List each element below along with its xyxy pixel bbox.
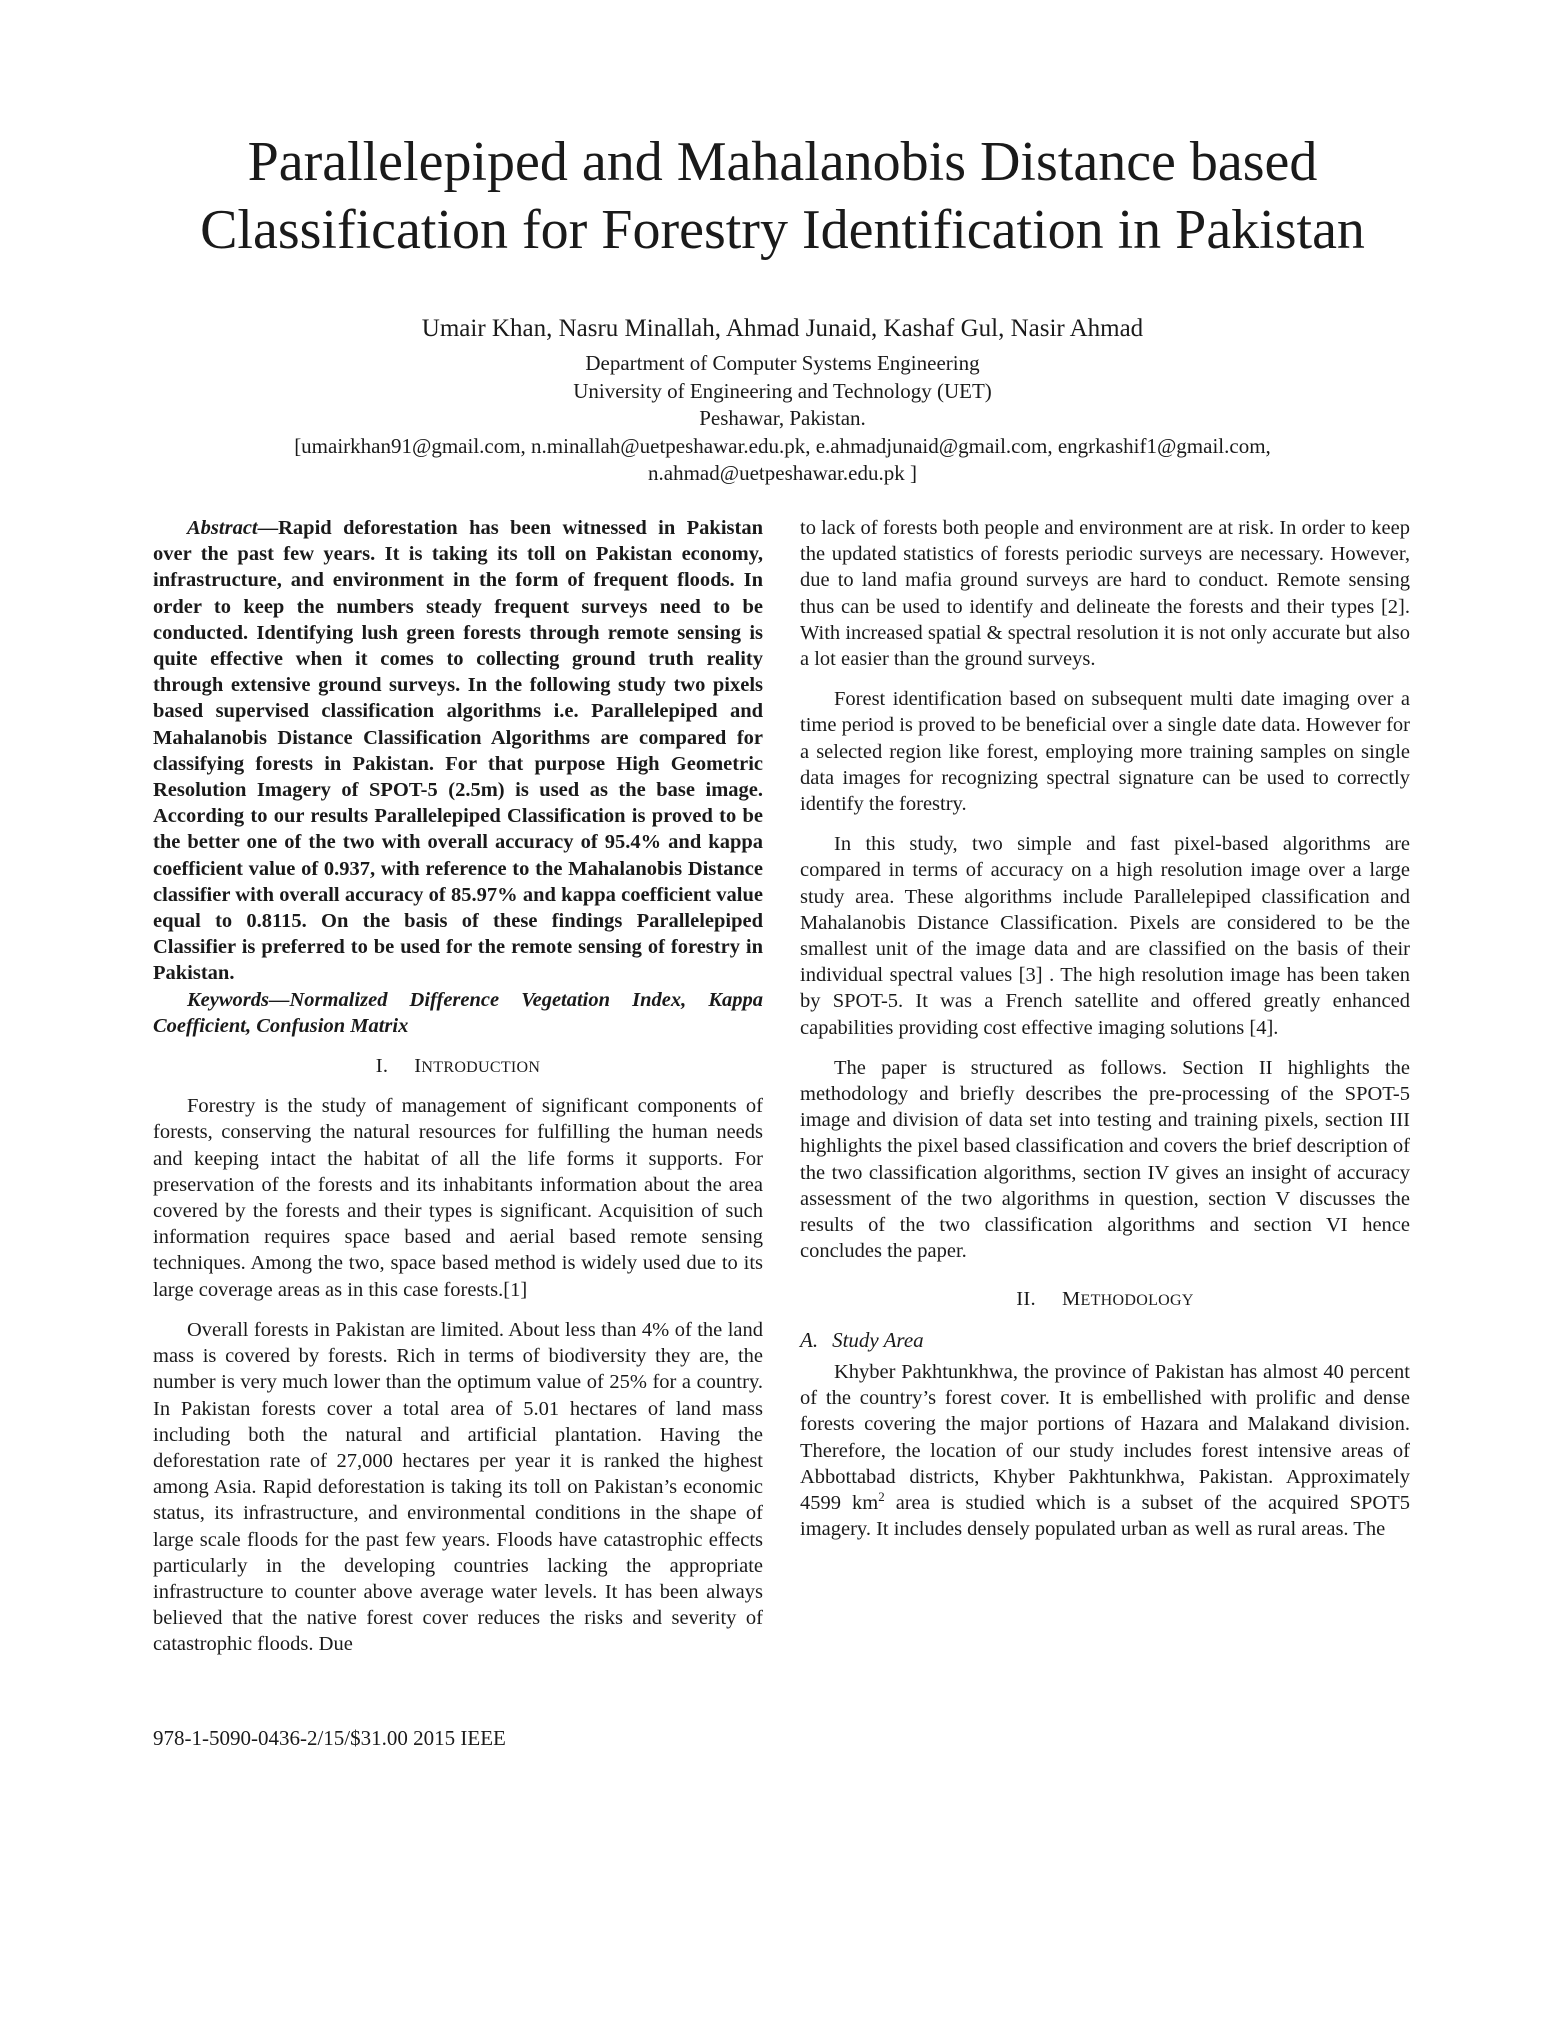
abstract-text: Rapid deforestation has been witnessed in Pakistan over the past few years. It is taking its toll on Pakistan economy, infrastructure, and environment in the form of frequent floods. In order to keep the numbers steady frequent surveys need to be conducted. Identifying lush green forests through remote sensing is quite effective when it comes to collecting ground truth reality through extensive ground surveys. In the following study two pixels based supervised classification algorithms i.e. Parallelepiped and Mahalanobis Distance Classification Algorithms are compared for classifying forests in Pakistan. For that purpose High Geometric Resolution Imagery of SPOT-5 (2.5m) is used as the base image. According to our results Parallelepiped Classification is proved to be the better one of the two with overall accuracy of 95.4% and kappa coefficient value of 0.937, with reference to the Mahalanobis Distance classifier with overall accuracy of 85.97% and kappa coefficient value equal to 0.8115. On the basis of these findings Parallelepiped Classifier is preferred to be used for the remote sensing of forestry in Pakistan. xyxy=(153,517,763,985)
study-area-paragraph xyxy=(800,1359,1410,1542)
affiliation-emails-line-1: [umairkhan91@gmail.com, n.minallah@uetpeshawar.edu.pk, e.ahmadjunaid@gmail.com, engrkashif1@gmail.com, xyxy=(294,433,1271,458)
section-title-initial: M xyxy=(1061,1288,1081,1311)
subsection-heading-study-area xyxy=(800,1327,1410,1353)
section-title-rest: ETHODOLOGY xyxy=(1080,1292,1194,1310)
intro-paragraph-3: Forest identification based on subsequent multi date imaging over a time period is proved to be beneficial over a single date data. However for a selected region like forest, employing more training samples on single data images for recognizing spectral signature can be used to correctly identify the forestry. xyxy=(800,688,1410,816)
affiliation-department: Department of Computer Systems Engineering xyxy=(585,351,980,375)
abstract-dash: — xyxy=(257,517,279,539)
subsection-title: Study Area xyxy=(832,1327,924,1352)
section-heading-methodology xyxy=(800,1286,1410,1314)
intro-paragraph-1: Forestry is the study of management of significant components of forests, conserving the natural resources for fulfilling the human needs and keeping intact the habitat of all the life forms it supports. For preservation of the forests and its inhabitants information about the area covered by the forests and their types is significant. Acquisition of such information requires space based and aerial based remote sensing techniques. Among the two, space based method is widely used due to its large coverage areas as in this case forests.[1] xyxy=(153,1095,763,1301)
section-number: I. xyxy=(375,1055,389,1078)
right-column xyxy=(800,515,1410,1542)
section-title-initial: I xyxy=(414,1055,422,1078)
intro-paragraph-2: Overall forests in Pakistan are limited. About less than 4% of the land mass is covered by forests. Rich in terms of biodiversity they are, the number is very much lower than the optimum value of 25% for a country. In Pakistan forests cover a total area of 5.01 hectares of land mass including both the natural and artificial plantation. Having the deforestation rate of 27,000 hectares per year it is ranked the highest among Asia. Rapid deforestation is taking its toll on Pakistan’s economic status, its infrastructure, and environmental conditions in the shape of large scale floods for the past few years. Floods have catastrophic effects particularly in the developing countries lacking the appropriate infrastructure to counter above average water levels. It has been always believed that the native forest cover reduces the risks and severity of catastrophic floods. Due xyxy=(153,1318,763,1656)
paper-title-line-1: Parallelepiped and Mahalanobis Distance based xyxy=(247,131,1318,193)
author-list: Umair Khan, Nasru Minallah, Ahmad Junaid, Kashaf Gul, Nasir Ahmad xyxy=(421,315,1144,342)
keywords-paragraph xyxy=(153,987,763,1039)
section-title-rest: NTRODUCTION xyxy=(421,1059,541,1077)
affiliation-city: Peshawar, Pakistan. xyxy=(699,406,866,430)
subsection-label: A. xyxy=(800,1327,819,1352)
abstract-paragraph xyxy=(153,515,763,987)
superscript-2: 2 xyxy=(878,1489,885,1505)
paper-title xyxy=(100,128,1465,264)
study-area-text-b: area is studied which is a subset of the acquired SPOT5 imagery. It includes densely populated urban as well as rural areas. The xyxy=(800,1491,1410,1541)
intro-paragraph-4: In this study, two simple and fast pixel-based algorithms are compared in terms of accuracy on a high resolution image over a large study area. These algorithms include Parallelepiped classification and Mahalanobis Distance Classification. Pixels are considered to be the smallest unit of the image data and are classified on the basis of their individual spectral values [3] . The high resolution image has been taken by SPOT-5. It was a French satellite and offered greatly enhanced capabilities providing cost effective imaging solutions [4]. xyxy=(800,833,1410,1039)
left-column xyxy=(153,515,763,1658)
keywords-text: Normalized Difference Vegetation Index, Kappa Coefficient, Confusion Matrix xyxy=(153,988,763,1037)
study-area-text-a: Khyber Pakhtunkhwa, the province of Pakistan has almost 40 percent of the country’s forest cover. It is embellished with prolific and dense forests covering the major portions of Hazara and Malakand division. Therefore, the location of our study includes forest intensive areas of Abbottabad districts, Khyber Pakhtunkhwa, Pakistan. Approximately 4599 km xyxy=(800,1360,1410,1514)
paper-title-line-2: Classification for Forestry Identification in Pakistan xyxy=(200,199,1365,261)
affiliation-emails-line-2: n.ahmad@uetpeshawar.edu.pk ] xyxy=(648,461,917,485)
keywords-label: Keywords xyxy=(187,988,269,1011)
affiliation-university: University of Engineering and Technology (UET) xyxy=(573,378,992,403)
abstract-label: Abstract xyxy=(187,517,258,539)
section-heading-introduction xyxy=(153,1053,763,1081)
intro-paragraph-5: The paper is structured as follows. Section II highlights the methodology and briefly describes the pre-processing of the SPOT-5 image and division of data set into testing and training pixels, section III highlights the pixel based classification and covers the brief description of the two classification algorithms, section IV gives an insight of accuracy assessment of the two algorithms in question, section V discusses the results of the two classification algorithms and section VI hence concludes the paper. xyxy=(800,1056,1410,1263)
keywords-dash: — xyxy=(269,988,290,1011)
section-number: II. xyxy=(1016,1288,1036,1311)
copyright-footer: 978-1-5090-0436-2/15/$31.00 2015 IEEE xyxy=(153,1726,506,1750)
affiliation-block xyxy=(100,350,1465,488)
intro-paragraph-2-continued: to lack of forests both people and environment are at risk. In order to keep the updated statistics of forests periodic surveys are necessary. However, due to land mafia ground surveys are hard to conduct. Remote sensing thus can be used to identify and delineate the forests and their types [2]. With increased spatial & spectral resolution it is not only accurate but also a lot easier than the ground surveys. xyxy=(800,517,1410,671)
